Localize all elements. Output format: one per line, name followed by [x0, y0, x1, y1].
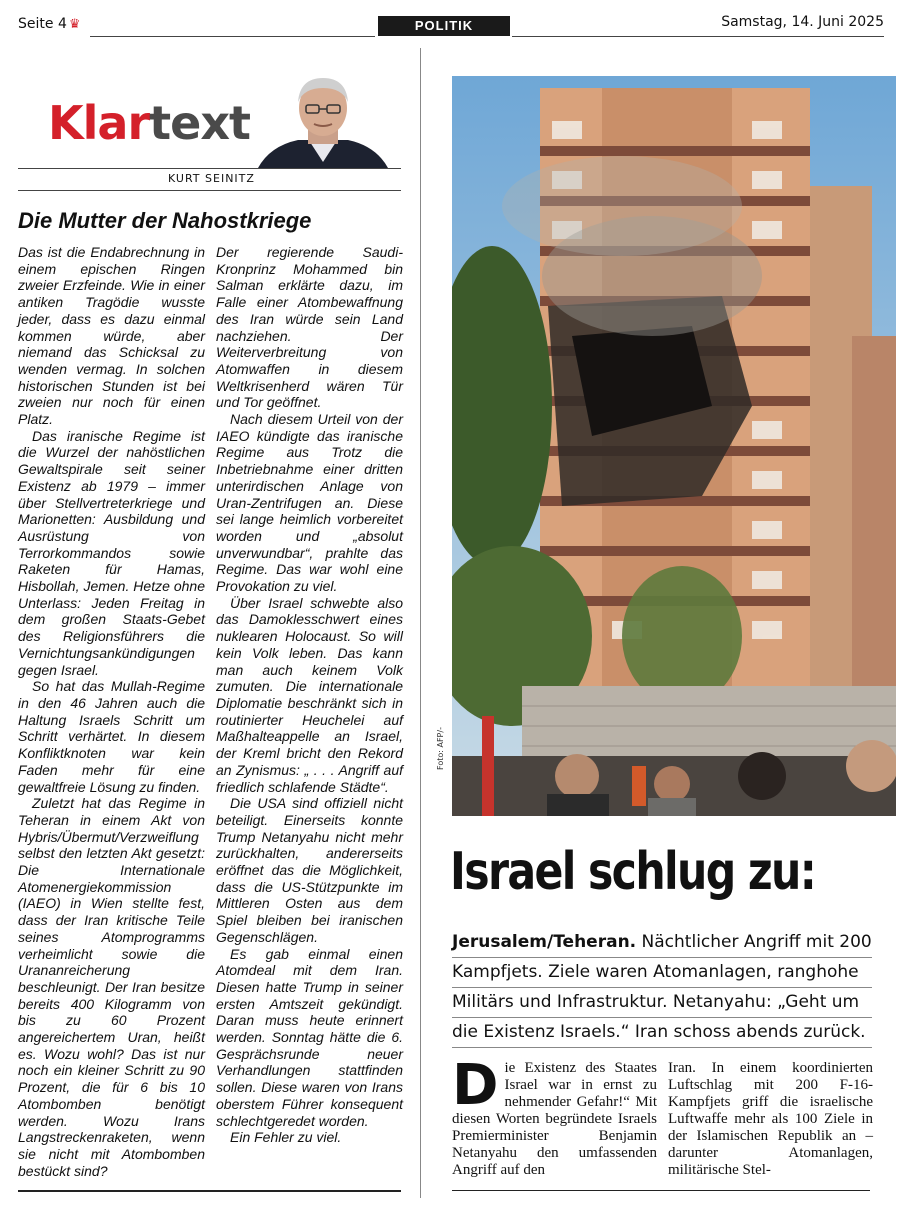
- lead-text: Nächtlicher Angriff mit 200: [636, 932, 872, 952]
- column-bottom-rule: [18, 1190, 401, 1192]
- column-head-rule: [18, 168, 401, 169]
- header-rule-right: [512, 36, 884, 37]
- paragraph: Nach diesem Urteil von der IAEO kündigte das iranische Regime aus Trotz die Inbetriebnahme einer dritten unterirdischen Anlage von Uran-Zentrifugen an. Diese sei lange heimlich vorbereitet worden und „absolut unverwundbar“, prahlte das Regime. Das war wohl eine Provokation zu viel.: [216, 411, 403, 595]
- column-divider: [420, 48, 421, 1198]
- paragraph: Ein Fehler zu viel.: [230, 1129, 342, 1146]
- paragraph: Das ist die Endabrechnung in einem epischen Ringen zweier Erzfeinde. Wie in einer antiken Tragödie wusste jeder, dass es dazu einmal kommen würde, aber niemand das Schicksal zu wenden vermag. In solchen historischen Stunden ist bei zweien nur noch für einen Platz.: [18, 244, 205, 428]
- header-rule-left: [90, 36, 375, 37]
- paragraph: ie Existenz des Staates Israel war in ernst zu nehmender Gefahr!“ Mit diesen Worten begründete Israels Premierminister Benjamin Netanyahu den umfassenden Angriff auf den: [452, 1060, 657, 1178]
- crown-icon: ♛: [68, 17, 81, 32]
- news-photo: [452, 76, 896, 816]
- column-text-1: [18, 244, 205, 1179]
- column-logo: [48, 96, 250, 150]
- lead-line: Militärs und Infrastruktur. Netanyahu: „Geht um: [452, 988, 872, 1018]
- paragraph: Die USA sind offiziell nicht beteiligt. Einerseits konnte Trump Netanyahu nicht mehr zurückhalten, andererseits eröffnet das die Möglichkeit, dass die US-Stützpunkte im Mittleren Osten aus dem Spiel bleiben bei iranischen Gegenschlägen.: [216, 795, 403, 945]
- section-label: POLITIK: [378, 16, 510, 36]
- article-headline: Israel schlug zu:: [450, 842, 816, 902]
- paragraph: Über Israel schwebte also das Damoklesschwert eines nuklearen Holocaust. So will kein Volk leben. Das kann man auch keinem Volk zumuten. Die internationale Diplomatie beschränkt sich in routinierter Heuchelei auf Maßhalteappelle an Israel, der Kreml bricht den Rekord an Zynismus: „ . . . Angriff auf friedlich schlafende Städte“.: [216, 594, 403, 795]
- logo-part-2: text: [149, 96, 250, 150]
- author-portrait: [258, 72, 388, 168]
- lead-line: [452, 928, 872, 958]
- logo-part-1: Klar: [48, 96, 150, 150]
- lead-dateline: Jerusalem/Teheran.: [452, 932, 637, 952]
- lead-line: die Existenz Israels.“ Iran schoss abends zurück.: [452, 1018, 872, 1048]
- author-rule: [18, 190, 401, 191]
- drop-cap: D: [452, 1053, 499, 1118]
- paragraph: Zuletzt hat das Regime in Teheran in einem Akt von Hybris/Übermut/Verzweiflung selbst den letzten Akt gesetzt: Die Internationale Atomenergiekommission (IAEO) in Wien stellte fest, dass der Iran kritische Teile seines Atomprogramms verheimlicht sowie die Urananreicherung beschleunigt. Der Iran besitze bereits 400 Kilogramm von bis zu 60 Prozent angereichertem Uran, heißt es. Wozu wohl? Das ist nur noch ein kleiner Schritt zu 90 Prozent, die für 6 bis 10 Atombomben benötigt werden. Wozu Irans Langstreckenraketen, wenn sie nicht mit Atombomben bestückt sind?: [18, 795, 205, 1179]
- article-body-1: [452, 1053, 657, 1179]
- article-body-2: [668, 1060, 873, 1179]
- page-header: [0, 0, 900, 40]
- lead-line: Kampfjets. Ziele waren Atomanlagen, ranghohe: [452, 958, 872, 988]
- paragraph: So hat das Mullah-Regime in den 46 Jahren auch die Haltung Israels Schritt um Schritt verhärtet. In diesem Konfliktknoten war kein Faden mehr für eine gewaltfreie Lösung zu finden.: [18, 678, 205, 795]
- paragraph: Es gab einmal einen Atomdeal mit dem Iran. Diesen hatte Trump in seiner ersten Amtszeit gekündigt. Daran muss heute erinnert werden. Sonntag hätte die 6. Gesprächsrunde neuer Verhandlungen stattfinden sollen. Diese waren von Irans oberstem Führer konsequent schlechtgeredet worden.: [216, 945, 403, 1129]
- article-bottom-rule: [452, 1190, 870, 1191]
- issue-date: Samstag, 14. Juni 2025: [721, 14, 884, 30]
- paragraph: Der regierende Saudi-Kronprinz Mohammed bin Salman erklärte dazu, im Falle einer Atombewaffnung des Iran würde sein Land nachziehen. Der Weiterverbreitung von Atomwaffen in diesem Weltkrisenherd wären Tür und Tor geöffnet.: [216, 244, 403, 411]
- column-text-2: [216, 244, 403, 1146]
- author-name: KURT SEINITZ: [168, 172, 255, 185]
- paragraph: Iran. In einem koordinierten Luftschlag mit 200 F-16-Kampfjets griff die israelische Luftwaffe mehr als 100 Ziele in der Islamischen Republik an – darunter Atomanlagen, militärische Stel-: [668, 1060, 873, 1178]
- photo-credit: Foto: AFP/-: [436, 727, 445, 770]
- page-number: Seite 4 ♛: [18, 16, 81, 32]
- column-headline: Die Mutter der Nahostkriege: [18, 208, 312, 233]
- article-lead: [452, 928, 872, 1048]
- paragraph: Das iranische Regime ist die Wurzel der nahöstlichen Gewaltspirale seit seiner Existenz ab 1979 – immer über Stellvertreterkriege und Marionetten: Ausbildung und Ausrüstung von Terrorkommandos sowie Raketen für Hamas, Hisbollah, Jemen. Hetze ohne Unterlass: Jeden Freitag in dem großen Staats-Gebet des Religionsführers die Vernichtungsankündigungen gegen Israel.: [18, 427, 205, 678]
